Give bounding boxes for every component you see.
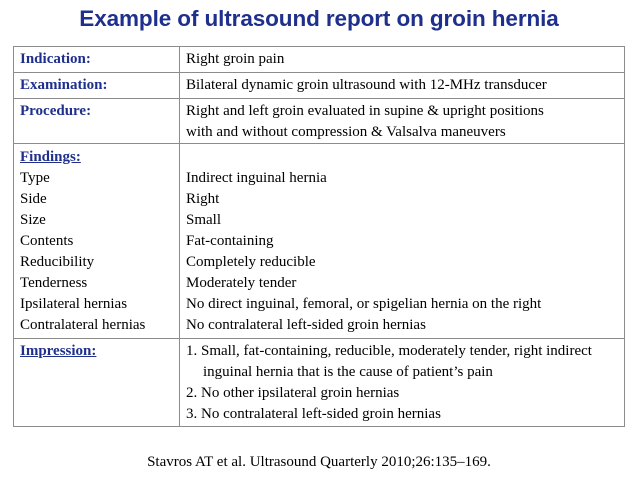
report-table [13, 46, 625, 427]
impression-item: 2. No other ipsilateral groin hernias [186, 385, 400, 401]
procedure-line: Right and left groin evaluated in supine & upright positions [186, 103, 544, 119]
impression-item: 3. No contralateral left-sided groin hernias [186, 406, 441, 422]
procedure-row [14, 99, 625, 144]
finding-value: Small [186, 212, 222, 228]
finding-value: No direct inguinal, femoral, or spigelian hernia on the right [186, 296, 542, 312]
finding-value: No contralateral left-sided groin hernias [186, 317, 426, 333]
citation: Stavros AT et al. Ultrasound Quarterly 2010;26:135–169. [147, 454, 491, 470]
finding-value: Moderately tender [186, 275, 297, 291]
examination-value: Bilateral dynamic groin ultrasound with 12-MHz transducer [180, 73, 625, 99]
indication-row [14, 47, 625, 73]
finding-key: Contralateral hernias [20, 317, 146, 333]
procedure-label: Procedure: [14, 99, 180, 144]
finding-value: Right [186, 191, 220, 207]
finding-value: Indirect inguinal hernia [186, 170, 327, 186]
impression-row [14, 339, 625, 427]
impression-values [180, 339, 625, 427]
finding-value: Completely reducible [186, 254, 316, 270]
finding-key: Ipsilateral hernias [20, 296, 128, 312]
finding-key: Tenderness [20, 275, 88, 291]
impression-label: Impression: [14, 339, 180, 427]
findings-label: Findings: [20, 149, 81, 165]
findings-values [180, 144, 625, 339]
findings-row [14, 144, 625, 339]
finding-key: Reducibility [20, 254, 95, 270]
procedure-value [180, 99, 625, 144]
finding-key: Type [20, 170, 50, 186]
impression-item: 1. Small, fat-containing, reducible, moderately tender, right indirect inguinal hernia that is the cause of patient’s pain [186, 343, 592, 380]
indication-label: Indication: [14, 47, 180, 73]
finding-value: Fat-containing [186, 233, 274, 249]
examination-label: Examination: [14, 73, 180, 99]
finding-key: Contents [20, 233, 74, 249]
examination-row [14, 73, 625, 99]
procedure-line: with and without compression & Valsalva maneuvers [186, 124, 506, 140]
page-title: Example of ultrasound report on groin hernia [79, 6, 559, 31]
finding-key: Side [20, 191, 47, 207]
findings-keys [14, 144, 180, 339]
finding-key: Size [20, 212, 46, 228]
indication-value: Right groin pain [180, 47, 625, 73]
